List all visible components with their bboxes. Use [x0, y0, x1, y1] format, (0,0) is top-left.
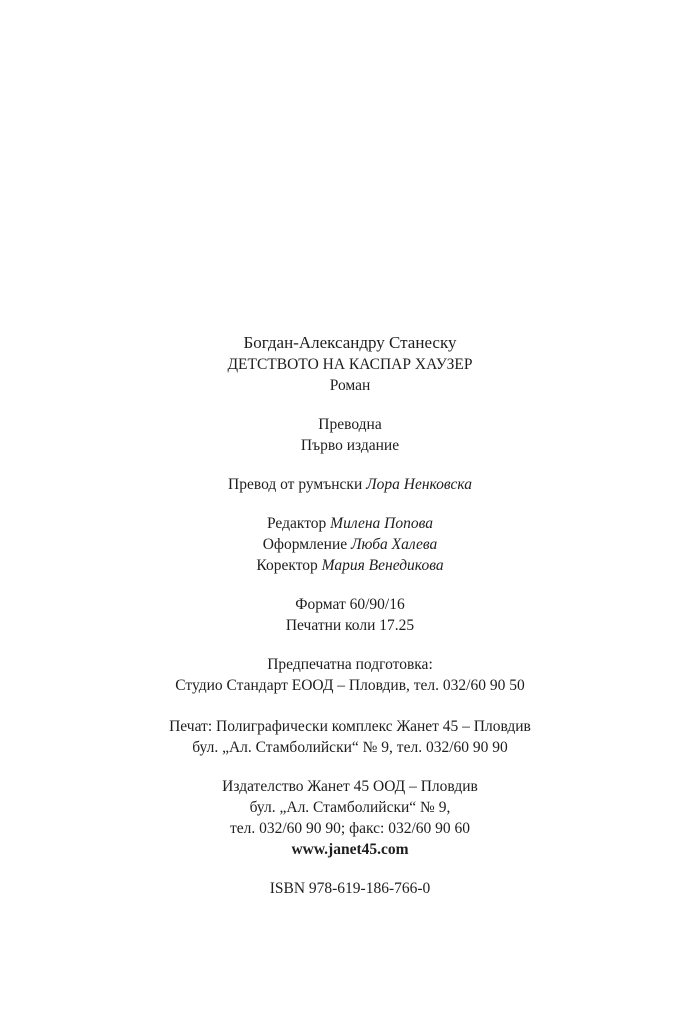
prepress-label: Предпечатна подготовка:	[267, 656, 433, 673]
printed-sheets: Печатни коли 17.25	[285, 617, 415, 634]
design-credit	[0, 534, 700, 555]
book-edition: Първо издание	[300, 437, 400, 454]
isbn: ISBN 978-619-186-766-0	[269, 880, 431, 897]
credit-name: Милена Попова	[330, 515, 433, 532]
credit-name: Мария Венедикова	[321, 557, 444, 574]
printer-line: Печат: Полиграфически комплекс Жанет 45 – Пловдив	[169, 718, 531, 735]
credit-name: Люба Халева	[351, 536, 438, 553]
translation-label: Превод от румънски	[228, 476, 363, 493]
credit-role: Редактор	[267, 515, 327, 532]
proofreader-credit	[0, 555, 700, 576]
credit-role: Коректор	[256, 557, 318, 574]
book-series: Преводна	[318, 416, 382, 433]
publisher-address: бул. „Ал. Стамболийски“ № 9,	[249, 799, 451, 816]
author-name: Богдан-Александру Станеску	[243, 333, 457, 352]
editor-credit	[0, 513, 700, 534]
imprint-page	[0, 332, 700, 899]
publisher-phones: тел. 032/60 90 90; факс: 032/60 90 60	[229, 820, 471, 837]
book-title: ДЕТСТВОТО НА КАСПАР ХАУЗЕР	[227, 356, 473, 373]
publisher-name: Издателство Жанет 45 ООД – Пловдив	[222, 778, 478, 795]
translation-credit	[0, 474, 700, 495]
publisher-website: www.janet45.com	[291, 841, 409, 858]
printer-address: бул. „Ал. Стамболийски“ № 9, тел. 032/60 90 90	[192, 739, 508, 756]
book-genre: Роман	[329, 377, 371, 394]
prepress-studio: Студио Стандарт ЕООД – Пловдив, тел. 032/60 90 50	[175, 677, 525, 694]
translator-name: Лора Ненковска	[366, 476, 472, 493]
credit-role: Оформление	[262, 536, 348, 553]
book-format: Формат 60/90/16	[295, 596, 405, 613]
